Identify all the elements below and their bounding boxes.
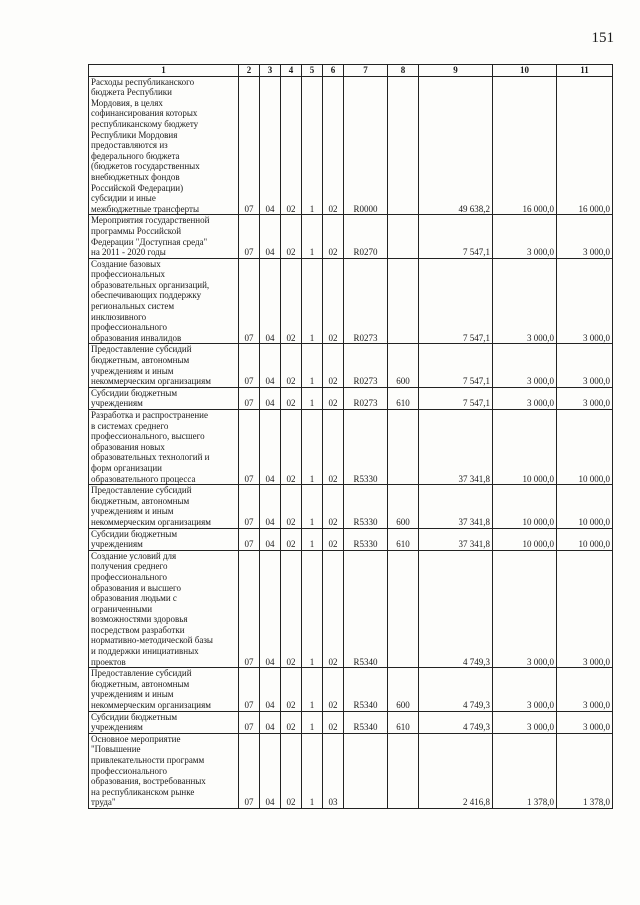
direction-code-cell: R5330 <box>344 485 388 528</box>
row-name-cell: Субсидии бюджетным учреждениям <box>89 387 239 409</box>
program-code-cell: 02 <box>281 76 302 215</box>
amount-col10-cell: 10 000,0 <box>493 485 557 528</box>
amount-col10-cell: 3 000,0 <box>493 550 557 668</box>
row-name-cell: Мероприятия государственной программы Российской Федерации "Доступная среда" на 2011 - 2020 годы <box>89 215 239 258</box>
event-code-cell: 02 <box>323 344 344 387</box>
event-code-cell: 02 <box>323 387 344 409</box>
amount-col11-cell: 3 000,0 <box>557 550 613 668</box>
amount-col11-cell: 10 000,0 <box>557 528 613 550</box>
table-row <box>89 485 613 528</box>
section-code-cell: 07 <box>239 668 260 711</box>
row-name-cell: Субсидии бюджетным учреждениям <box>89 711 239 733</box>
table-body <box>89 76 613 808</box>
direction-code-cell: R0270 <box>344 215 388 258</box>
section-code-cell: 07 <box>239 528 260 550</box>
amount-col11-cell: 3 000,0 <box>557 668 613 711</box>
section-code-cell: 07 <box>239 485 260 528</box>
page-number: 151 <box>591 30 614 46</box>
section-code-cell: 07 <box>239 258 260 344</box>
amount-col9-cell: 49 638,2 <box>419 76 493 215</box>
direction-code-cell <box>344 733 388 808</box>
amount-col9-cell: 7 547,1 <box>419 344 493 387</box>
row-name-cell: Расходы республиканского бюджета Республики Мордовия, в целях софинансирования которых республиканскому бюджету Республики Мордовия предоставляются из федерального бюджета (бюджетов государственных внебюджетных фондов Российской Федерации) субсидии и иные межбюджетные трансферты <box>89 76 239 215</box>
event-code-cell: 02 <box>323 668 344 711</box>
subprogram-code-cell: 1 <box>302 410 323 485</box>
subprogram-code-cell: 1 <box>302 76 323 215</box>
header-cell: 1 <box>89 65 239 77</box>
amount-col9-cell: 7 547,1 <box>419 387 493 409</box>
amount-col10-cell: 3 000,0 <box>493 344 557 387</box>
amount-col11-cell: 3 000,0 <box>557 711 613 733</box>
event-code-cell: 02 <box>323 711 344 733</box>
subprogram-code-cell: 1 <box>302 387 323 409</box>
amount-col10-cell: 3 000,0 <box>493 668 557 711</box>
section-code-cell: 07 <box>239 711 260 733</box>
event-code-cell: 02 <box>323 550 344 668</box>
row-name-cell: Основное мероприятие "Повышение привлекательности программ профессионального образования, востребованных на республиканском рынке труда" <box>89 733 239 808</box>
header-cell: 6 <box>323 65 344 77</box>
table-row <box>89 528 613 550</box>
subprogram-code-cell: 1 <box>302 711 323 733</box>
subprogram-code-cell: 1 <box>302 668 323 711</box>
header-cell: 11 <box>557 65 613 77</box>
amount-col10-cell: 16 000,0 <box>493 76 557 215</box>
header-cell: 9 <box>419 65 493 77</box>
direction-code-cell: R5340 <box>344 668 388 711</box>
subsection-code-cell: 04 <box>260 528 281 550</box>
program-code-cell: 02 <box>281 258 302 344</box>
program-code-cell: 02 <box>281 215 302 258</box>
subsection-code-cell: 04 <box>260 550 281 668</box>
subprogram-code-cell: 1 <box>302 344 323 387</box>
program-code-cell: 02 <box>281 733 302 808</box>
subsection-code-cell: 04 <box>260 258 281 344</box>
program-code-cell: 02 <box>281 344 302 387</box>
amount-col10-cell: 1 378,0 <box>493 733 557 808</box>
row-name-cell: Предоставление субсидий бюджетным, автономным учреждениям и иным некоммерческим организациям <box>89 668 239 711</box>
amount-col10-cell: 3 000,0 <box>493 258 557 344</box>
header-cell: 8 <box>388 65 419 77</box>
section-code-cell: 07 <box>239 550 260 668</box>
subprogram-code-cell: 1 <box>302 733 323 808</box>
event-code-cell: 02 <box>323 528 344 550</box>
section-code-cell: 07 <box>239 387 260 409</box>
row-name-cell: Разработка и распространение в системах среднего профессионального, высшего образования новых образовательных технологий и форм организации образовательного процесса <box>89 410 239 485</box>
expense-type-cell <box>388 410 419 485</box>
subsection-code-cell: 04 <box>260 387 281 409</box>
program-code-cell: 02 <box>281 485 302 528</box>
amount-col11-cell: 10 000,0 <box>557 410 613 485</box>
table-row <box>89 711 613 733</box>
amount-col9-cell: 37 341,8 <box>419 410 493 485</box>
row-name-cell: Создание базовых профессиональных образовательных организаций, обеспечивающих поддержку региональных систем инклюзивного профессионального образования инвалидов <box>89 258 239 344</box>
event-code-cell: 02 <box>323 76 344 215</box>
expense-type-cell: 600 <box>388 485 419 528</box>
amount-col9-cell: 4 749,3 <box>419 668 493 711</box>
program-code-cell: 02 <box>281 387 302 409</box>
header-cell: 2 <box>239 65 260 77</box>
amount-col11-cell: 3 000,0 <box>557 215 613 258</box>
header-cell: 4 <box>281 65 302 77</box>
amount-col10-cell: 10 000,0 <box>493 410 557 485</box>
event-code-cell: 02 <box>323 485 344 528</box>
expense-type-cell <box>388 550 419 668</box>
amount-col10-cell: 3 000,0 <box>493 215 557 258</box>
subprogram-code-cell: 1 <box>302 215 323 258</box>
budget-table <box>88 64 613 809</box>
expense-type-cell: 600 <box>388 344 419 387</box>
event-code-cell: 02 <box>323 258 344 344</box>
expense-type-cell: 610 <box>388 528 419 550</box>
section-code-cell: 07 <box>239 733 260 808</box>
amount-col10-cell: 3 000,0 <box>493 387 557 409</box>
row-name-cell: Субсидии бюджетным учреждениям <box>89 528 239 550</box>
direction-code-cell: R0273 <box>344 387 388 409</box>
subsection-code-cell: 04 <box>260 668 281 711</box>
subprogram-code-cell: 1 <box>302 258 323 344</box>
amount-col9-cell: 37 341,8 <box>419 485 493 528</box>
amount-col11-cell: 16 000,0 <box>557 76 613 215</box>
expense-type-cell: 610 <box>388 387 419 409</box>
direction-code-cell: R5340 <box>344 711 388 733</box>
header-cell: 5 <box>302 65 323 77</box>
table-row <box>89 733 613 808</box>
program-code-cell: 02 <box>281 668 302 711</box>
amount-col11-cell: 3 000,0 <box>557 258 613 344</box>
direction-code-cell: R5330 <box>344 410 388 485</box>
expense-type-cell <box>388 258 419 344</box>
section-code-cell: 07 <box>239 344 260 387</box>
subsection-code-cell: 04 <box>260 215 281 258</box>
expense-type-cell: 600 <box>388 668 419 711</box>
amount-col9-cell: 4 749,3 <box>419 550 493 668</box>
expense-type-cell <box>388 733 419 808</box>
subsection-code-cell: 04 <box>260 711 281 733</box>
amount-col9-cell: 7 547,1 <box>419 258 493 344</box>
table-row <box>89 668 613 711</box>
subsection-code-cell: 04 <box>260 410 281 485</box>
amount-col11-cell: 3 000,0 <box>557 344 613 387</box>
subprogram-code-cell: 1 <box>302 528 323 550</box>
row-name-cell: Создание условий для получения среднего профессионального образования и высшего образования людьми с ограниченными возможностями здоровья посредством разработки нормативно-методической базы и поддержки инициативных проектов <box>89 550 239 668</box>
section-code-cell: 07 <box>239 76 260 215</box>
subsection-code-cell: 04 <box>260 76 281 215</box>
section-code-cell: 07 <box>239 215 260 258</box>
subsection-code-cell: 04 <box>260 733 281 808</box>
header-cell: 7 <box>344 65 388 77</box>
amount-col9-cell: 7 547,1 <box>419 215 493 258</box>
amount-col11-cell: 10 000,0 <box>557 485 613 528</box>
direction-code-cell: R0000 <box>344 76 388 215</box>
header-cell: 3 <box>260 65 281 77</box>
amount-col11-cell: 1 378,0 <box>557 733 613 808</box>
expense-type-cell: 610 <box>388 711 419 733</box>
expense-type-cell <box>388 215 419 258</box>
row-name-cell: Предоставление субсидий бюджетным, автономным учреждениям и иным некоммерческим организациям <box>89 344 239 387</box>
expense-type-cell <box>388 76 419 215</box>
subsection-code-cell: 04 <box>260 344 281 387</box>
amount-col11-cell: 3 000,0 <box>557 387 613 409</box>
table-row <box>89 410 613 485</box>
event-code-cell: 02 <box>323 215 344 258</box>
event-code-cell: 03 <box>323 733 344 808</box>
amount-col10-cell: 10 000,0 <box>493 528 557 550</box>
direction-code-cell: R5330 <box>344 528 388 550</box>
table-row <box>89 76 613 215</box>
table-row <box>89 215 613 258</box>
direction-code-cell: R0273 <box>344 258 388 344</box>
row-name-cell: Предоставление субсидий бюджетным, автономным учреждениям и иным некоммерческим организациям <box>89 485 239 528</box>
direction-code-cell: R0273 <box>344 344 388 387</box>
subsection-code-cell: 04 <box>260 485 281 528</box>
program-code-cell: 02 <box>281 550 302 668</box>
program-code-cell: 02 <box>281 410 302 485</box>
subprogram-code-cell: 1 <box>302 485 323 528</box>
table-row <box>89 550 613 668</box>
amount-col9-cell: 2 416,8 <box>419 733 493 808</box>
amount-col10-cell: 3 000,0 <box>493 711 557 733</box>
amount-col9-cell: 37 341,8 <box>419 528 493 550</box>
event-code-cell: 02 <box>323 410 344 485</box>
program-code-cell: 02 <box>281 711 302 733</box>
header-cell: 10 <box>493 65 557 77</box>
subprogram-code-cell: 1 <box>302 550 323 668</box>
table-header-row <box>89 65 613 77</box>
table-row <box>89 344 613 387</box>
section-code-cell: 07 <box>239 410 260 485</box>
program-code-cell: 02 <box>281 528 302 550</box>
table-row <box>89 258 613 344</box>
amount-col9-cell: 4 749,3 <box>419 711 493 733</box>
table-row <box>89 387 613 409</box>
direction-code-cell: R5340 <box>344 550 388 668</box>
